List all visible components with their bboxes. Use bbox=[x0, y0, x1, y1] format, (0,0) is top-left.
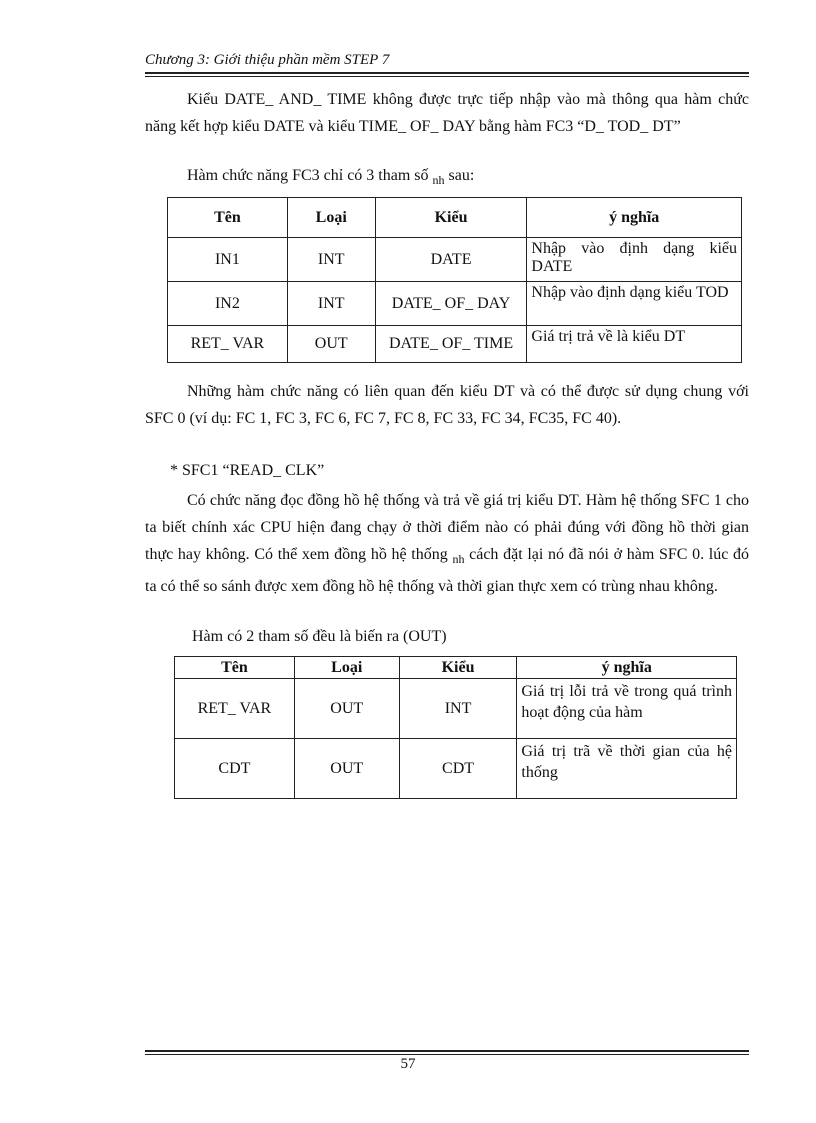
sfc1-desc-tail: cách đặt lại nó đã nói ở hàm SFC 0. lúc đó ta có thể so sánh được xem đồng hồ hệ thống và thời gian thực xem có trùng nhau không. bbox=[145, 546, 750, 596]
cell-meaning: Giá trị lỗi trả về trong quá trình hoạt động của hàm bbox=[517, 679, 737, 739]
table-row bbox=[168, 326, 742, 363]
paragraph-date-and-time: Kiểu DATE_ AND_ TIME không được trực tiếp nhập vào mà thông qua hàm chức năng kết hợp kiểu DATE và kiểu TIME_ OF_ DAY bằng hàm FC3 “D_ TOD_ DT” bbox=[145, 91, 749, 135]
fc3-params-sub: nh bbox=[432, 173, 445, 188]
heading-sfc1: * SFC1 “READ_ CLK” bbox=[170, 462, 325, 479]
table-header-row bbox=[168, 198, 742, 238]
cell-kind: DATE_ OF_ DAY bbox=[375, 282, 527, 326]
sfc1-desc-text: Có chức năng đọc đồng hồ hệ thống và trả về giá trị kiểu DT. Hàm hệ thống SFC 1 cho ta biết chính xác CPU hiện đang chạy ở thời điểm nào có phải đúng với đồng hồ thời gian thực hay không. Có thể xem đồng hồ hệ thống bbox=[145, 492, 749, 563]
paragraph-sfc1-params: Hàm có 2 tham số đều là biến ra (OUT) bbox=[192, 628, 447, 645]
footer-rule-thin bbox=[145, 1054, 749, 1055]
table-row bbox=[175, 679, 737, 739]
cell-meaning: Giá trị trả về là kiểu DT bbox=[527, 326, 742, 363]
col-header-meaning: ý nghĩa bbox=[517, 657, 737, 679]
cell-meaning: Nhập vào định dạng kiểu TOD bbox=[527, 282, 742, 326]
col-header-name: Tên bbox=[168, 198, 288, 238]
fc3-params-tail: sau: bbox=[448, 167, 475, 184]
sfc1-desc-sub: nh bbox=[452, 552, 465, 567]
fc3-parameter-table bbox=[167, 197, 742, 363]
cell-type: INT bbox=[287, 282, 375, 326]
cell-type: OUT bbox=[294, 679, 399, 739]
cell-name: IN2 bbox=[168, 282, 288, 326]
cell-meaning: Giá trị trã về thời gian của hệ thống bbox=[517, 739, 737, 799]
cell-name: RET_ VAR bbox=[175, 679, 295, 739]
paragraph-dt-functions: Những hàm chức năng có liên quan đến kiểu DT và có thể được sử dụng chung với SFC 0 (ví dụ: FC 1, FC 3, FC 6, FC 7, FC 8, FC 33, FC 34, FC35, FC 40). bbox=[145, 383, 749, 427]
fc3-params-text: Hàm chức năng FC3 chỉ có 3 tham số bbox=[187, 167, 429, 184]
paragraph-sfc1-description bbox=[145, 487, 749, 600]
cell-type: OUT bbox=[294, 739, 399, 799]
col-header-kind: Kiểu bbox=[399, 657, 517, 679]
cell-name: RET_ VAR bbox=[168, 326, 288, 363]
cell-meaning: Nhập vào định dạng kiểu DATE bbox=[527, 238, 742, 282]
footer-rule bbox=[145, 1050, 749, 1052]
page-number: 57 bbox=[400, 1056, 416, 1072]
col-header-type: Loại bbox=[294, 657, 399, 679]
paragraph-fc3-params bbox=[187, 167, 474, 188]
cell-kind: DATE bbox=[375, 238, 527, 282]
cell-name: IN1 bbox=[168, 238, 288, 282]
cell-name: CDT bbox=[175, 739, 295, 799]
table-header-row bbox=[175, 657, 737, 679]
cell-kind: CDT bbox=[399, 739, 517, 799]
cell-kind: INT bbox=[399, 679, 517, 739]
chapter-header: Chương 3: Giới thiệu phần mềm STEP 7 bbox=[145, 52, 390, 68]
sfc1-parameter-table bbox=[174, 656, 737, 799]
table-row bbox=[168, 238, 742, 282]
col-header-type: Loại bbox=[287, 198, 375, 238]
header-rule-thin bbox=[145, 76, 749, 77]
table-row bbox=[168, 282, 742, 326]
col-header-name: Tên bbox=[175, 657, 295, 679]
cell-type: INT bbox=[287, 238, 375, 282]
cell-kind: DATE_ OF_ TIME bbox=[375, 326, 527, 363]
header-rule bbox=[145, 72, 749, 74]
col-header-meaning: ý nghĩa bbox=[527, 198, 742, 238]
table-row bbox=[175, 739, 737, 799]
cell-type: OUT bbox=[287, 326, 375, 363]
col-header-kind: Kiểu bbox=[375, 198, 527, 238]
